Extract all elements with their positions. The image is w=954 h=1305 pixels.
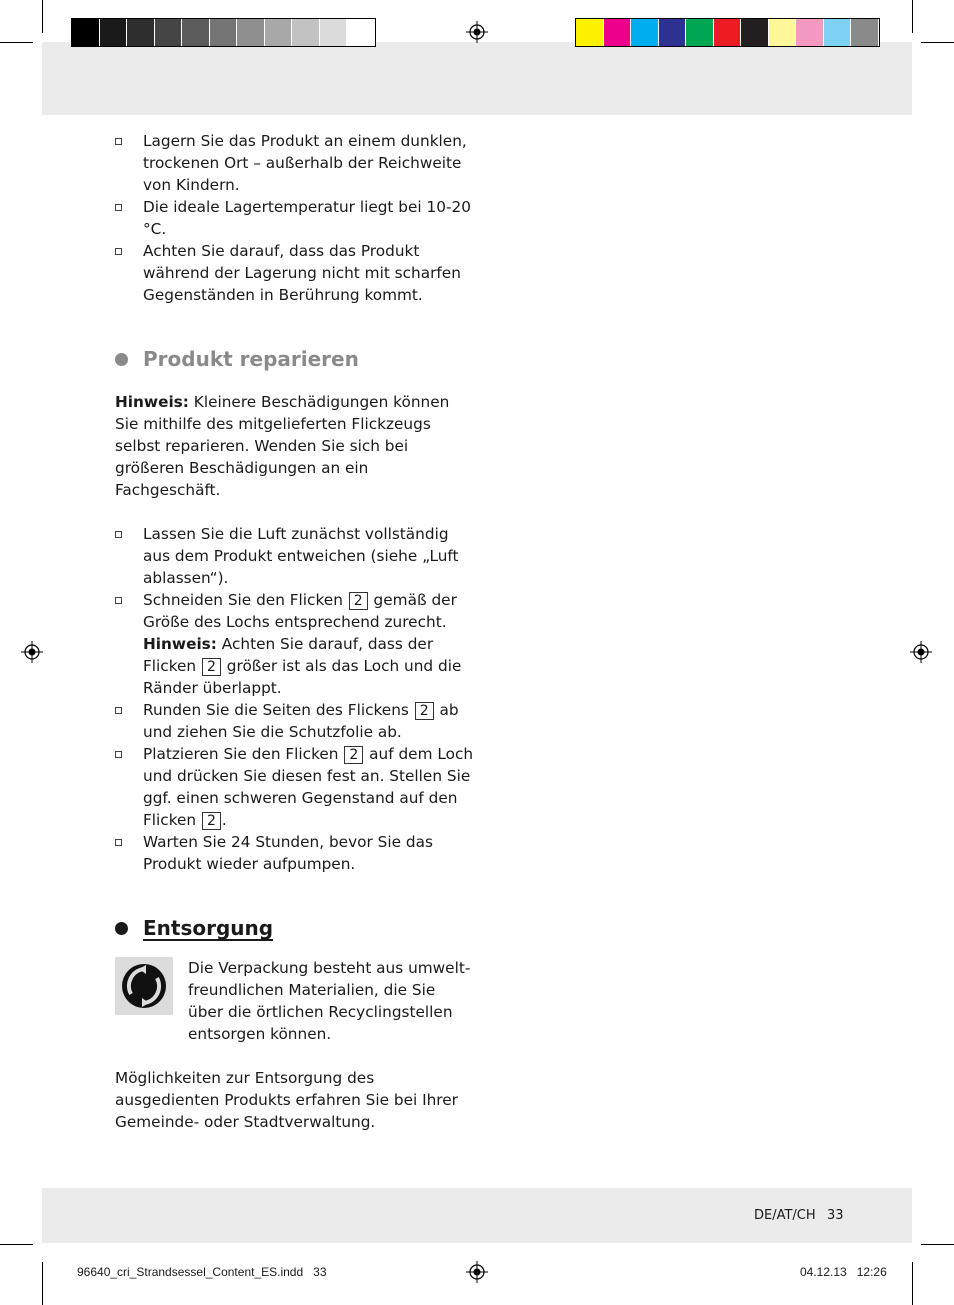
checkbox-bullet-icon: [115, 751, 122, 758]
checkbox-bullet-icon: [115, 531, 122, 538]
grey-swatch: [210, 19, 238, 46]
product-disposal-text: Möglichkeiten zur Entsorgung des ausgedienten Produkts erfahren Sie bei Ihrer Gemeinde- oder Stadtverwaltung.: [115, 1069, 458, 1131]
list-item: Achten Sie darauf, dass das Produkt während der Lagerung nicht mit scharfen Gegenständen in Berührung kommt.: [115, 240, 475, 306]
process-swatch: [714, 19, 742, 46]
list-item: Die ideale Lagertemperatur liegt bei 10-20 °C.: [115, 196, 475, 240]
checkbox-bullet-icon: [115, 839, 122, 846]
part-reference: 2: [344, 746, 363, 764]
process-swatch: [576, 19, 604, 46]
repair-note: Hinweis: Kleinere Beschädigungen können Sie mithilfe des mitgelieferten Flickzeugs selbst reparieren. Wenden Sie sich bei größeren Beschädigungen an ein Fachgeschäft.: [115, 393, 450, 499]
process-color-bar: [575, 18, 880, 47]
disposal-heading: Entsorgung: [115, 915, 475, 941]
process-swatch: [851, 19, 879, 46]
checkbox-bullet-icon: [115, 248, 122, 255]
bullet-dot-icon: [115, 922, 128, 935]
grey-swatch: [320, 19, 348, 46]
footer-locale: DE/AT/CH: [754, 1208, 816, 1223]
list-item: Platzieren Sie den Flicken 2 auf dem Loch und drücken Sie diesen fest an. Stellen Sie ggf. einen schweren Gegenstand auf den Flicken 2 .: [115, 743, 475, 831]
process-swatch: [686, 19, 714, 46]
registration-mark-icon: [21, 641, 43, 663]
slug-timestamp: 04.12.13 12:26: [800, 1265, 887, 1279]
content-column: [115, 130, 475, 1133]
grey-swatch: [237, 19, 265, 46]
part-reference: 2: [202, 658, 221, 676]
list-item: Warten Sie 24 Stunden, bevor Sie das Produkt wieder aufpumpen.: [115, 831, 475, 875]
grey-swatch: [127, 19, 155, 46]
process-swatch: [659, 19, 687, 46]
repair-steps: [115, 523, 475, 875]
grey-color-bar: [71, 18, 376, 47]
grey-swatch: [347, 19, 375, 46]
checkbox-bullet-icon: [115, 597, 122, 604]
packaging-disposal: [115, 957, 475, 1045]
grey-swatch: [265, 19, 293, 46]
registration-mark-icon: [466, 21, 488, 43]
checkbox-bullet-icon: [115, 204, 122, 211]
process-swatch: [796, 19, 824, 46]
process-swatch: [769, 19, 797, 46]
part-reference: 2: [349, 592, 368, 610]
storage-list: [115, 130, 475, 306]
recycling-green-dot-icon: [115, 957, 173, 1015]
repair-heading: Produkt reparieren: [115, 346, 475, 372]
grey-swatch: [292, 19, 320, 46]
list-item: Lassen Sie die Luft zunächst vollständig aus dem Produkt entweichen (siehe „Luft ablassen“).: [115, 523, 475, 589]
process-swatch: [741, 19, 769, 46]
checkbox-bullet-icon: [115, 138, 122, 145]
bullet-dot-icon: [115, 353, 128, 366]
grey-swatch: [182, 19, 210, 46]
list-item: Runden Sie die Seiten des Flickens 2 ab und ziehen Sie die Schutzfolie ab.: [115, 699, 475, 743]
grey-swatch: [155, 19, 183, 46]
process-swatch: [631, 19, 659, 46]
page-number: 33: [827, 1208, 844, 1223]
slug-filename: 96640_cri_Strandsessel_Content_ES.indd 33: [77, 1265, 327, 1279]
part-reference: 2: [415, 702, 434, 720]
registration-mark-icon: [910, 641, 932, 663]
list-item: Schneiden Sie den Flicken 2 gemäß der Größe des Lochs entsprechend zurecht. Hinweis: Achten Sie darauf, dass der Flicken 2 größer ist als das Loch und die Ränder überlappt.: [115, 589, 475, 699]
grey-swatch: [100, 19, 128, 46]
process-swatch: [824, 19, 852, 46]
grey-swatch: [72, 19, 100, 46]
header-band: [42, 42, 912, 115]
process-swatch: [604, 19, 632, 46]
part-reference: 2: [202, 812, 221, 830]
registration-mark-icon: [466, 1261, 488, 1283]
list-item: Lagern Sie das Produkt an einem dunklen, trockenen Ort – außerhalb der Reichweite von Kindern.: [115, 130, 475, 196]
packaging-text: Die Verpackung besteht aus umwelt-freundlichen Materialien, die Sie über die örtlichen Recyclingstellen entsorgen können.: [188, 959, 471, 1043]
checkbox-bullet-icon: [115, 707, 122, 714]
